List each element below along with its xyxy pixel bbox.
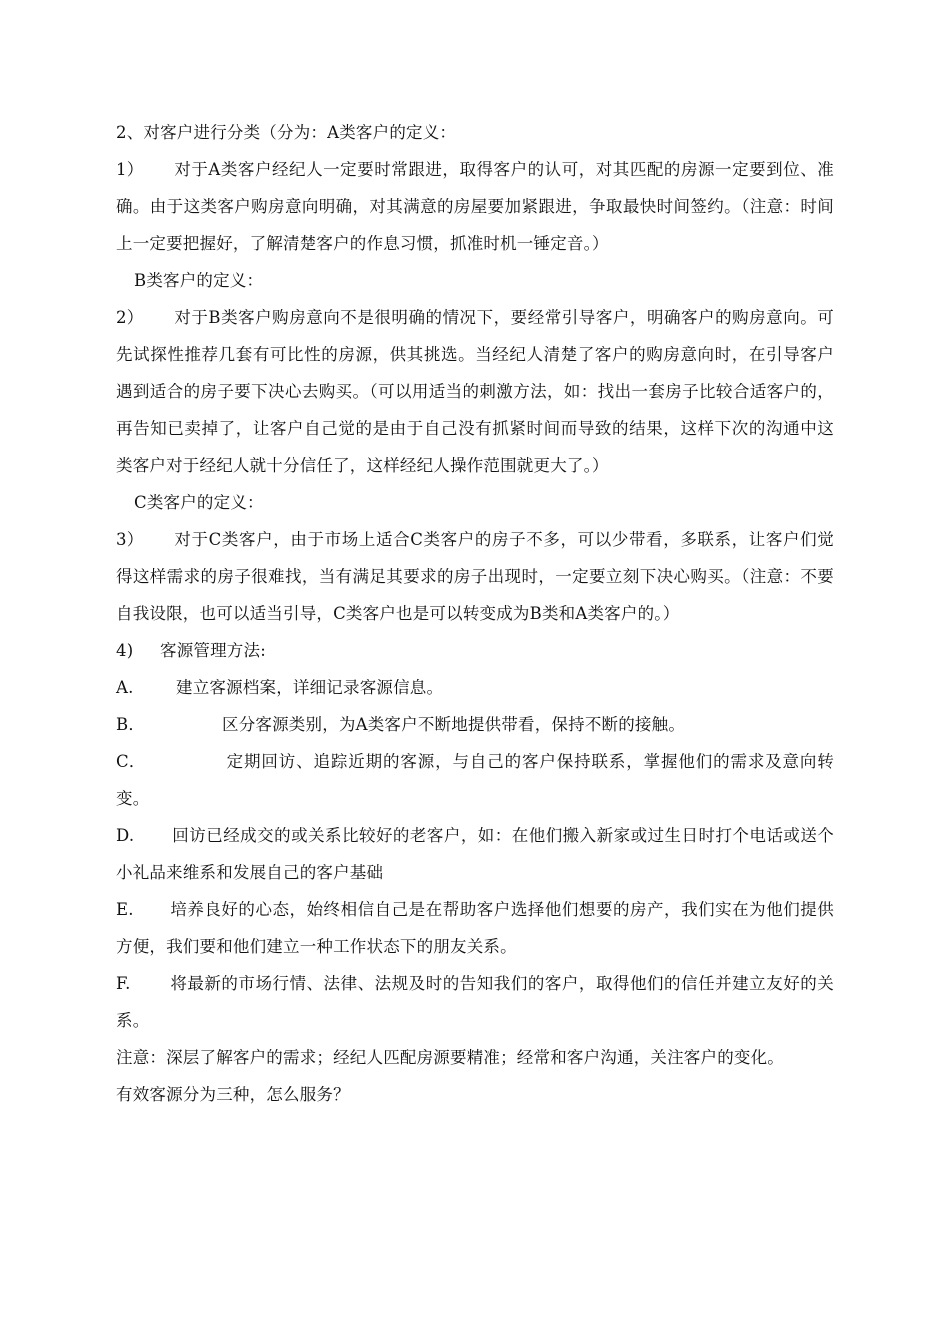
paragraph-text: 对于C类客户，由于市场上适合C类客户的房子不多，可以少带看，多联系，让客户们觉得这样需求的房子很难找，当有满足其要求的房子出现时，一定要立刻下决心购买。（注意：不要自我设限，也可以适当引导，C类客户也是可以转变成为B类和A类客户的。） (116, 530, 834, 623)
paragraph-text: 对于A类客户经纪人一定要时常跟进，取得客户的认可，对其匹配的房源一定要到位、准确。由于这类客户购房意向明确，对其满意的房屋要加紧跟进，争取最快时间签约。（注意：时间上一定要把握好，了解清楚客户的作息习惯，抓准时机一锤定音。） (116, 160, 834, 253)
a-class-paragraph (116, 151, 834, 262)
paragraph-text: 定期回访、追踪近期的客源，与自己的客户保持联系，掌握他们的需求及意向转变。 (116, 752, 834, 808)
list-marker: 2） (116, 308, 144, 327)
b-class-heading: B类客户的定义： (134, 271, 264, 290)
list-marker: 3） (116, 530, 144, 549)
paragraph-text: 将最新的市场行情、法律、法规及时的告知我们的客户，取得他们的信任并建立友好的关系。 (116, 974, 834, 1030)
list-marker: C． (116, 752, 146, 771)
list-marker: D. (116, 826, 135, 845)
intro-line: 2、对客户进行分类（分为：A类客户的定义： (116, 123, 457, 142)
list-marker: E. (116, 900, 134, 919)
paragraph-text: 客源管理方法: (160, 641, 266, 660)
method-item-e (116, 891, 834, 965)
document-body (116, 114, 834, 1113)
paragraph-text: 区分客源类别，为A类客户不断地提供带看，保持不断的接触。 (222, 715, 686, 734)
c-class-paragraph (116, 521, 834, 632)
paragraph-text: 对于B类客户购房意向不是很明确的情况下，要经常引导客户，明确客户的购房意向。可先试探性推荐几套有可比性的房源，供其挑选。当经纪人清楚了客户的购房意向时，在引导客户遇到适合的房子要下决心去购买。（可以用适当的刺激方法，如：找出一套房子比较合适客户的，再告知已卖掉了，让客户自己觉的是由于自己没有抓紧时间而导致的结果，这样下次的沟通中这类客户对于经纪人就十分信任了，这样经纪人操作范围就更大了。） (116, 308, 834, 475)
method-item-c (116, 743, 834, 817)
method-item-a (116, 669, 834, 706)
method-item-f (116, 965, 834, 1039)
c-class-heading: C类客户的定义： (134, 493, 264, 512)
paragraph-text: 建立客源档案，详细记录客源信息。 (176, 678, 444, 697)
paragraph-text: 培养良好的心态，始终相信自己是在帮助客户选择他们想要的房产，我们实在为他们提供方便，我们要和他们建立一种工作状态下的朋友关系。 (116, 900, 834, 956)
management-heading (116, 632, 834, 669)
list-marker: F. (116, 974, 131, 993)
list-marker: A. (116, 678, 134, 697)
method-item-d (116, 817, 834, 891)
method-item-b (116, 706, 834, 743)
note-paragraph: 注意：深层了解客户的需求；经纪人匹配房源要精准；经常和客户沟通，关注客户的变化。 (116, 1048, 784, 1067)
list-marker: 1） (116, 160, 144, 179)
paragraph-text: 回访已经成交的或关系比较好的老客户，如：在他们搬入新家或过生日时打个电话或送个小礼品来维系和发展自己的客户基础 (116, 826, 834, 882)
list-marker: B． (116, 715, 146, 734)
closing-line: 有效客源分为三种，怎么服务？ (116, 1085, 350, 1104)
b-class-paragraph (116, 299, 834, 484)
list-marker: 4) (116, 641, 134, 660)
